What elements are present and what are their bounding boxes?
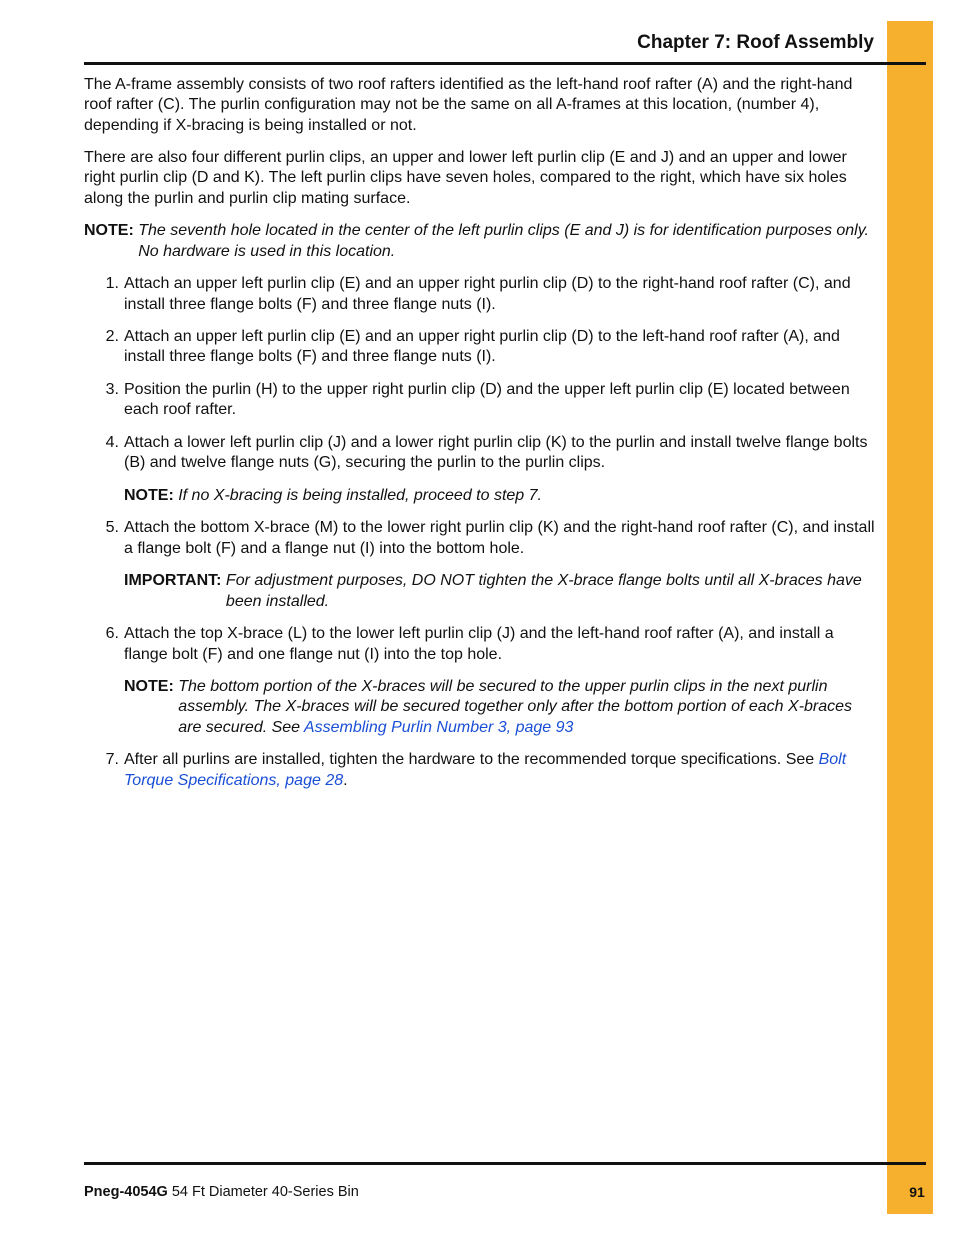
step-text: Attach the bottom X-brace (M) to the lower right purlin clip (K) and the right-hand roof rafter (C), and install a flange bolt (F) and a flange nut (I) into the bottom hole. [124,519,875,557]
chapter-tab-bar [887,21,933,1214]
step-text: Attach a lower left purlin clip (J) and a lower right purlin clip (K) to the purlin and install twelve flange bolts (B) and twelve flange nuts (G), securing the purlin to the purlin clips. [124,433,868,472]
note-label: NOTE: [124,678,179,696]
step-text: Attach the top X-brace (L) to the lower left purlin clip (J) and the left-hand roof rafter (A), and install a flange bolt (F) and one flange nut (I) into the top hole. [124,625,834,663]
note-text: If no X-bracing is being installed, proceed to step 7. [178,486,542,504]
document-title: 54 Ft Diameter 40-Series Bin [167,1184,359,1200]
note-text: The seventh hole located in the center of the left purlin clips (E and J) is for identification purposes only. No hardware is used in this location. [138,222,869,260]
footer-rule [84,1162,926,1165]
intro-paragraph-1: The A-frame assembly consists of two roof rafters identified as the left-hand roof rafter (A) and the right-hand roof rafter (C). The purlin configuration may not be the same on all A-frames at this location, (number 4), depending if X-bracing is being installed or not. [84,76,853,134]
step-7 [84,750,876,791]
document-id: Pneg-4054G [84,1184,168,1200]
intro-paragraph-2: There are also four different purlin clips, an upper and lower left purlin clip (E and J) and an upper and lower right purlin clip (D and K). The left purlin clips have seven holes, compared to the right, which have six holes along the purlin and purlin clip mating surface. [84,149,847,207]
step-1 [84,274,876,315]
step-7-body: After all purlins are installed, tighten the hardware to the recommended torque specifications. See [124,751,819,769]
steps-list [84,274,876,791]
step-number: 1. [105,275,119,293]
step-number: 3. [105,381,119,399]
step-text: Attach an upper left purlin clip (E) and an upper right purlin clip (D) to the left-hand roof rafter (A), and install three flange bolts (F) and three flange nuts (I). [124,328,840,366]
step-6-note [124,677,876,738]
step-3 [84,380,876,421]
chapter-title: Chapter 7: Roof Assembly [637,32,874,53]
step-7-end: . [343,771,348,789]
step-5 [84,518,876,559]
note-text [178,677,876,738]
note-text-body: The bottom portion of the X-braces will be secured to the upper purlin clips in the next purlin assembly. The X-braces will be secured together only after the bottom portion of each X-braces are secured. See [178,678,853,736]
page-number: 91 [909,1184,925,1200]
step-number: 6. [105,625,119,643]
page-body [84,75,876,803]
bolt-torque-link[interactable]: Bolt Torque Specifications, page 28 [124,751,847,789]
note-label: NOTE: [84,222,139,240]
step-number: 7. [105,751,119,769]
step-text: Position the purlin (H) to the upper right purlin clip (D) and the upper left purlin clip (E) located between each roof rafter. [124,381,850,419]
footer-document-info [84,1183,359,1201]
header-rule [84,62,926,65]
step-4 [84,433,876,474]
step-text: Attach an upper left purlin clip (E) and an upper right purlin clip (D) to the right-hand roof rafter (C), and install three flange bolts (F) and three flange nuts (I). [124,275,851,313]
important-label: IMPORTANT: [124,572,226,590]
note-block [84,221,876,262]
step-2 [84,327,876,368]
note-label: NOTE: [124,486,179,504]
step-6 [84,624,876,665]
step-4-note [124,486,876,506]
step-number: 4. [105,433,119,451]
important-text: For adjustment purposes, DO NOT tighten the X-brace flange bolts until all X-braces have been installed. [225,572,862,610]
step-number: 5. [105,519,119,537]
assembling-purlin-link[interactable]: Assembling Purlin Number 3, page 93 [303,718,574,736]
step-5-important [124,571,876,612]
step-number: 2. [105,328,119,346]
step-text [124,750,876,791]
